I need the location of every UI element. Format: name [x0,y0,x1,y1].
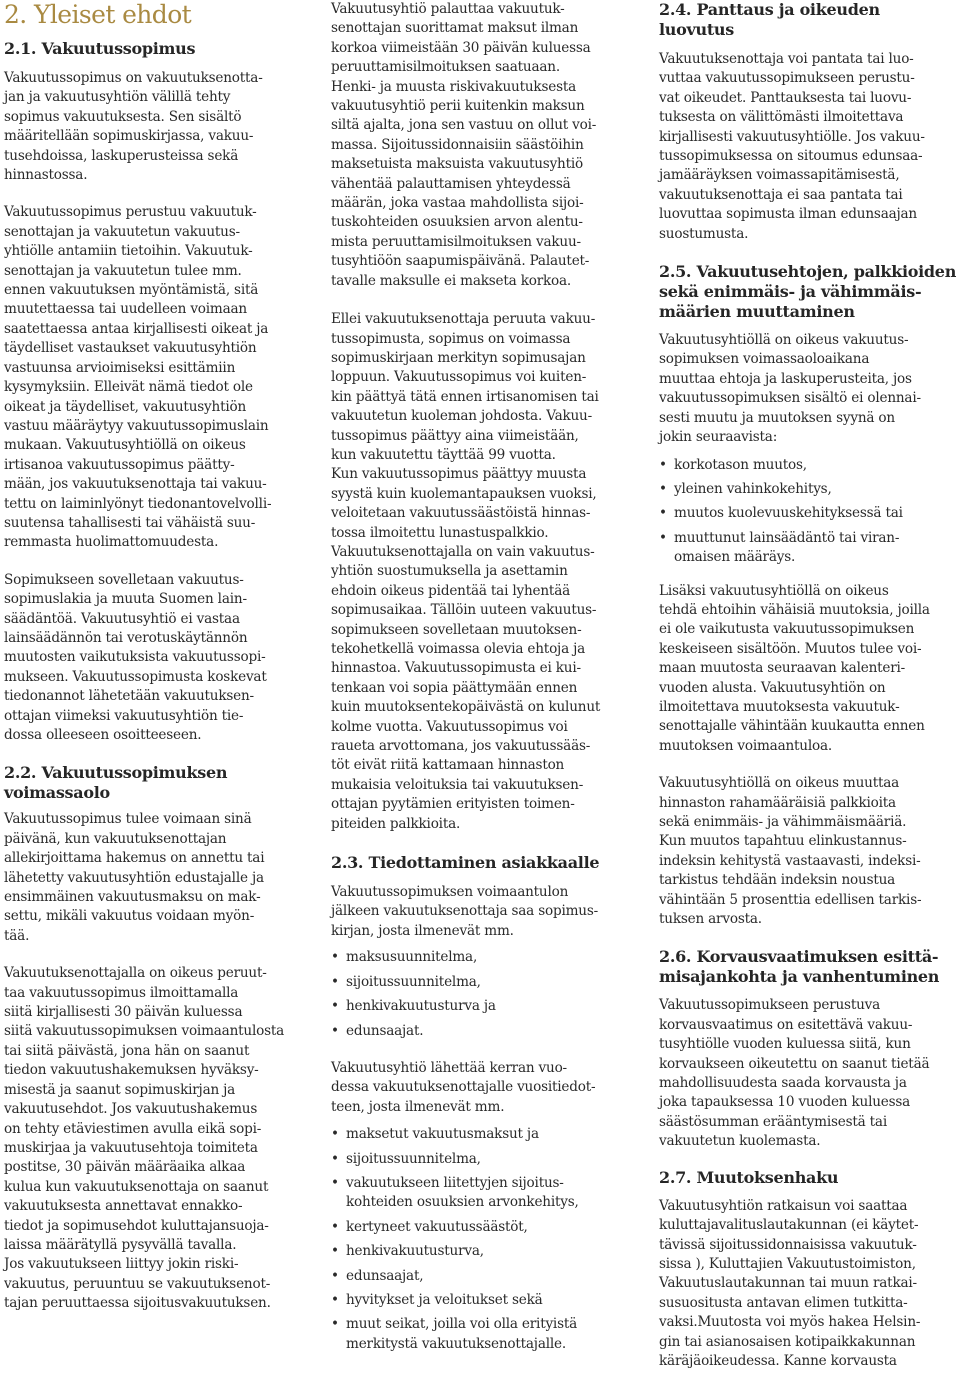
paragraph: Vakuutusyhtiö lähettää kerran vuo- dessa vakuutuksenottajalle vuositiedot- teen, josta ilmenevät mm. [331,1059,596,1115]
section-title: 2. Yleiset ehdot [4,0,192,29]
list-item [331,1022,639,1041]
list-item-text: muutos kuolevuuskehityksessä tai [674,505,903,522]
column-1 [4,0,312,1314]
list-item [659,480,960,499]
bullet-icon: • [331,1174,339,1191]
list-item-text: kertyneet vakuutussäästöt, [346,1218,528,1235]
bullet-icon: • [331,1267,339,1284]
list-item [331,1267,639,1286]
list-item-text: korkotason muutos, [674,456,807,473]
paragraph: Vakuutussopimus tulee voimaan sinä päivänä, kun vakuutuksenottajan allekirjoittama hakemus on annettu tai lähetetty vakuutusyhtiön edustajalle ja ensimmäinen vakuutusmaksu on mak- settu, mikäli vakuutus voidaan myön- tää. [4,811,265,944]
list-item-text: henkivakuutusturva ja [346,998,496,1015]
list-item-text: maksusuunnitelma, [346,949,478,966]
list-item-text: sijoitussuunnitelma, [346,973,481,990]
bullet-icon: • [331,1150,339,1167]
bullet-icon: • [331,1022,339,1039]
list-item [659,456,960,475]
paragraph: Vakuutuksenottaja voi pantata tai luo- vuttaa vakuutussopimukseen perustu- vat oikeudet. Panttauksesta tai luovu- tuksesta on välittömästi ilmoitettava kirjallisesti vakuutusyhtiölle. Jos vakuu- tussopimuksessa on sitoumus edunsaa- jamääräyksen voimassapitämisestä, vakuutuksenottaja ei saa pantata tai luovuttaa sopimusta ilman edunsaajan suostumusta. [659,51,925,242]
list-item-text: muuttunut lainsäädäntö tai viran- omaisen määräys. [674,529,900,566]
list-item-text: maksetut vakuutusmaksut ja [346,1126,539,1143]
list-item-text: yleinen vahinkokehitys, [674,480,832,497]
list-item-text: edunsaajat, [346,1267,424,1284]
heading-2-1: 2.1. Vakuutussopimus [4,39,196,58]
list-item [331,1125,639,1144]
bullet-icon: • [331,949,339,966]
bullet-icon: • [331,1218,339,1235]
paragraph: Vakuutussopimus on vakuutuksenotta- jan ja vakuutusyhtiön välillä tehty sopimus vakuutuksesta. Sen sisältö määritellään sopimuskirjassa, vakuu- tusehdoissa, laskuperusteissa sekä hinnastossa. [4,70,263,184]
bullet-icon: • [331,1243,339,1260]
list-item [331,1242,639,1261]
list-item-text: vakuutukseen liitettyjen sijoitus- kohteiden osuuksien arvonkehitys, [346,1174,579,1211]
list-item [331,997,639,1016]
bullet-icon: • [331,1126,339,1143]
list-item-text: sijoitussuunnitelma, [346,1150,481,1167]
list-item-text: muut seikat, joilla voi olla erityistä merkitystä vakuutuksenottajalle. [346,1316,578,1352]
paragraph: Lisäksi vakuutusyhtiöllä on oikeus tehdä ehtoihin vähäisiä muutoksia, joilla ei ole vaikutusta vakuutussopimuksen keskeiseen sisältöön. Muutos tulee voi- maan muutosta seuraavan kalenteri- vuoden alusta. Vakuutusyhtiön on ilmoitettava muutoksesta vakuutuk- senottajalle vähintään kuukautta ennen muutoksen voimaantuloa. [659,582,930,754]
heading-2-2: 2.2. Vakuutussopimuksen voimassaolo [4,763,228,803]
paragraph: Vakuutusyhtiön ratkaisun voi saattaa kuluttajavalituslautakunnan (ei käytet- tävissä sijoitussidonnaisissa vakuutuk- sissa ), Kuluttajien Vakuutustoimiston, Vakuutuslautakunnan tai muun ratkai- susuositusta antavan elimen tutkitta- vaksi.Muutosta voi myös hakea Helsin- gin tai asianosaisen kotipaikkakunnan käräjäoikeudessa. Kanne korvausta [659,1197,921,1369]
paragraph: Vakuutuksenottajalla on oikeus peruut- taa vakuutussopimus ilmoittamalla siitä kirjallisesti 30 päivän kuluessa siitä vakuutussopimuksen voimaantulosta tai siitä päivästä, jona hän on saanut tiedon vakuutushakemuksen hyväksy- misestä ja saanut sopimuskirjan ja vakuutusehdot. Jos vakuutushakemus on tehty etäviestimen avulla eikä sopi- muskirjaa ja vakuutusehtoja toimiteta postitse, 30 päivän määräaika alkaa kulua kun vakuutuksenottaja on saanut vakuutuksesta annettavat ennakko- tiedot ja sopimusehdot kuluttajansuoja- laissa määrätyllä pysyvällä tavalla. Jos vakuutukseen liittyy jokin riski- vakuutus, peruuntuu se vakuutuksenot- tajan peruuttaessa sijoitusvakuutuksen. [4,965,285,1312]
bullet-icon: • [331,998,339,1015]
bullet-icon: • [659,456,667,473]
paragraph: Vakuutussopimus perustuu vakuutuk- senottajan ja vakuutetun vakuutus- yhtiölle antamiin tietoihin. Vakuutuk- senottajan ja vakuutetun tulee mm. ennen vakuutuksen myöntämistä, sitä muutettaessa tai uudelleen voimaan saatettaessa antaa kirjallisesti oikeat ja täydelliset vastaukset vakuutusyhtiön vastuunsa arvioimiseksi esittämiin kysymyksiin. Elleivät nämä tiedot ole oikeat ja täydelliset, vakuutusyhtiön vastuu määräytyy vakuutussopimuslain mukaan. Vakuutusyhtiöllä on oikeus irtisanoa vakuutussopimus päätty- mään, jos vakuutuksenottaja tai vakuu- tettu on laiminlyönyt tiedonantovelvolli- suutensa tahallisesti tai vähäistä suu- remmasta huolimattomuudesta. [4,204,272,551]
paragraph: Vakuutussopimuksen voimaantulon jälkeen vakuutuksenottaja saa sopimus- kirjan, josta ilmenevät mm. [331,884,599,939]
bullet-list [331,948,639,1041]
list-item-text: hyvitykset ja veloitukset sekä [346,1291,543,1308]
paragraph: Sopimukseen sovelletaan vakuutus- sopimuslakia ja muuta Suomen lain- säädäntöä. Vakuutusyhtiö ei vastaa lainsäädännön tai verotuskäytännön muutosten vaikutuksista vakuutussopi- mukseen. Vakuutussopimusta koskevat tiedonannot lähetetään vakuutuksen- ottajan viimeksi vakuutusyhtiön tie- dossa olleeseen osoitteeseen. [4,571,267,743]
list-item [331,1218,639,1237]
list-item [331,1174,639,1213]
paragraph: Vakuutusyhtiöllä on oikeus muuttaa hinnaston rahamääräisiä palkkioita sekä enimmäis- ja vähimmäismääriä. Kun muutos tapahtuu elinkustannus- indeksin kehitystä vastaavasti, indeksi- tarkistus tehdään indeksin noustua vähintään 5 prosenttia edellisen tarkis- tuksen arvosta. [659,775,922,928]
paragraph: Vakuutusyhtiö palauttaa vakuutuk- senottajan suorittamat maksut ilman korkoa viimeistään 30 päivän kuluessa peruuttamisilmoituksen saatuaan. Henki- ja muusta riskivakuutuksesta vakuutusyhtiö perii kuitenkin maksun siltä ajalta, jona sen vastuu on ollut voi- massa. Sijoitussidonnaisiin säästöihin maksetuista maksuista vakuutusyhtiö vähentää palauttamisen yhteydessä määrän, joka vastaa mahdollista sijoi- tuskohteiden osuuksien arvon alentu- mista peruuttamisilmoituksen vakuu- tusyhtiöön saapumispäivänä. Palautet- tavalle maksulle ei makseta korkoa. [331,1,597,289]
bullet-list [331,1125,639,1354]
list-item [331,1291,639,1310]
heading-2-3: 2.3. Tiedottaminen asiakkaalle [331,853,600,873]
list-item-text: henkivakuutusturva, [346,1243,484,1260]
bullet-icon: • [331,1316,339,1333]
list-item [331,973,639,992]
bullet-icon: • [659,480,667,497]
list-item [659,529,960,568]
paragraph: Vakuutusyhtiöllä on oikeus vakuutus- sopimuksen voimassaoloaikana muuttaa ehtoja ja laskuperusteita, jos vakuutussopimuksen sisältö ei olennai- sesti muutu ja muutoksen syynä on jokin seuraavista: [659,332,921,446]
bullet-list [659,456,960,568]
heading-2-7: 2.7. Muutoksenhaku [659,1167,839,1187]
list-item [331,1150,639,1169]
bullet-icon: • [331,973,339,990]
list-item [659,504,960,523]
list-item [331,1315,639,1354]
paragraph: Ellei vakuutuksenottaja peruuta vakuu- tussopimusta, sopimus on voimassa sopimuskirjaan merkityn sopimusajan loppuun. Vakuutussopimus voi kuiten- kin päättyä tätä ennen irtisanomisen tai vakuutetun kuoleman johdosta. Vakuu- tussopimus päättyy aina viimeistään, kun vakuutettu täyttää 99 vuotta. Kun vakuutussopimus päättyy muusta syystä kuin kuolemantapauksen vuoksi, veloitetaan vakuutussäästöistä hinnas- tossa ilmoitettu lunastuspalkkio. Vakuutuksenottajalla on vain vakuutus- yhtiön suostumuksella ja asettamin ehdoin oikeus pidentää tai lyhentää sopimusaikaa. Tällöin uuteen vakuutus- sopimukseen sovelletaan muutoksen- tekohetkellä voimassa olevia ehtoja ja hinnastoa. Vakuutussopimusta ei kui- tenkaan voi sopia päättymään ennen kuin muutoksentekopäivästä on kulunut kolme vuotta. Vakuutussopimus voi raueta arvottomana, jos vakuutussääs- töt eivät riitä kattamaan hinnaston mukaisia veloituksia tai vakuutuksen- ottajan pyytämien erityisten toimen- piteiden palkkioita. [331,311,601,832]
paragraph: Vakuutussopimukseen perustuva korvausvaatimus on esitettävä vakuu- tusyhtiölle vuoden kuluessa siitä, kun korvaukseen oikeutettu on saanut tietää mahdollisuudesta saada korvausta ja joka tapauksessa 10 vuoden kuluessa säästösumman erääntymisestä tai vakuutetun kuolemasta. [659,997,930,1150]
heading-2-5: 2.5. Vakuutusehtojen, palkkioiden sekä enimmäis- ja vähimmäis- määrien muuttaminen [659,262,957,322]
bullet-icon: • [659,505,667,522]
list-item-text: edunsaajat. [346,1022,424,1039]
bullet-icon: • [331,1291,339,1308]
list-item [331,948,639,967]
column-3 [659,0,960,1371]
heading-2-6: 2.6. Korvausvaatimuksen esittä- misajankohta ja vanhentuminen [659,947,940,987]
heading-2-4: 2.4. Panttaus ja oikeuden luovutus [659,0,880,39]
bullet-icon: • [659,529,667,546]
column-2 [331,0,639,1354]
